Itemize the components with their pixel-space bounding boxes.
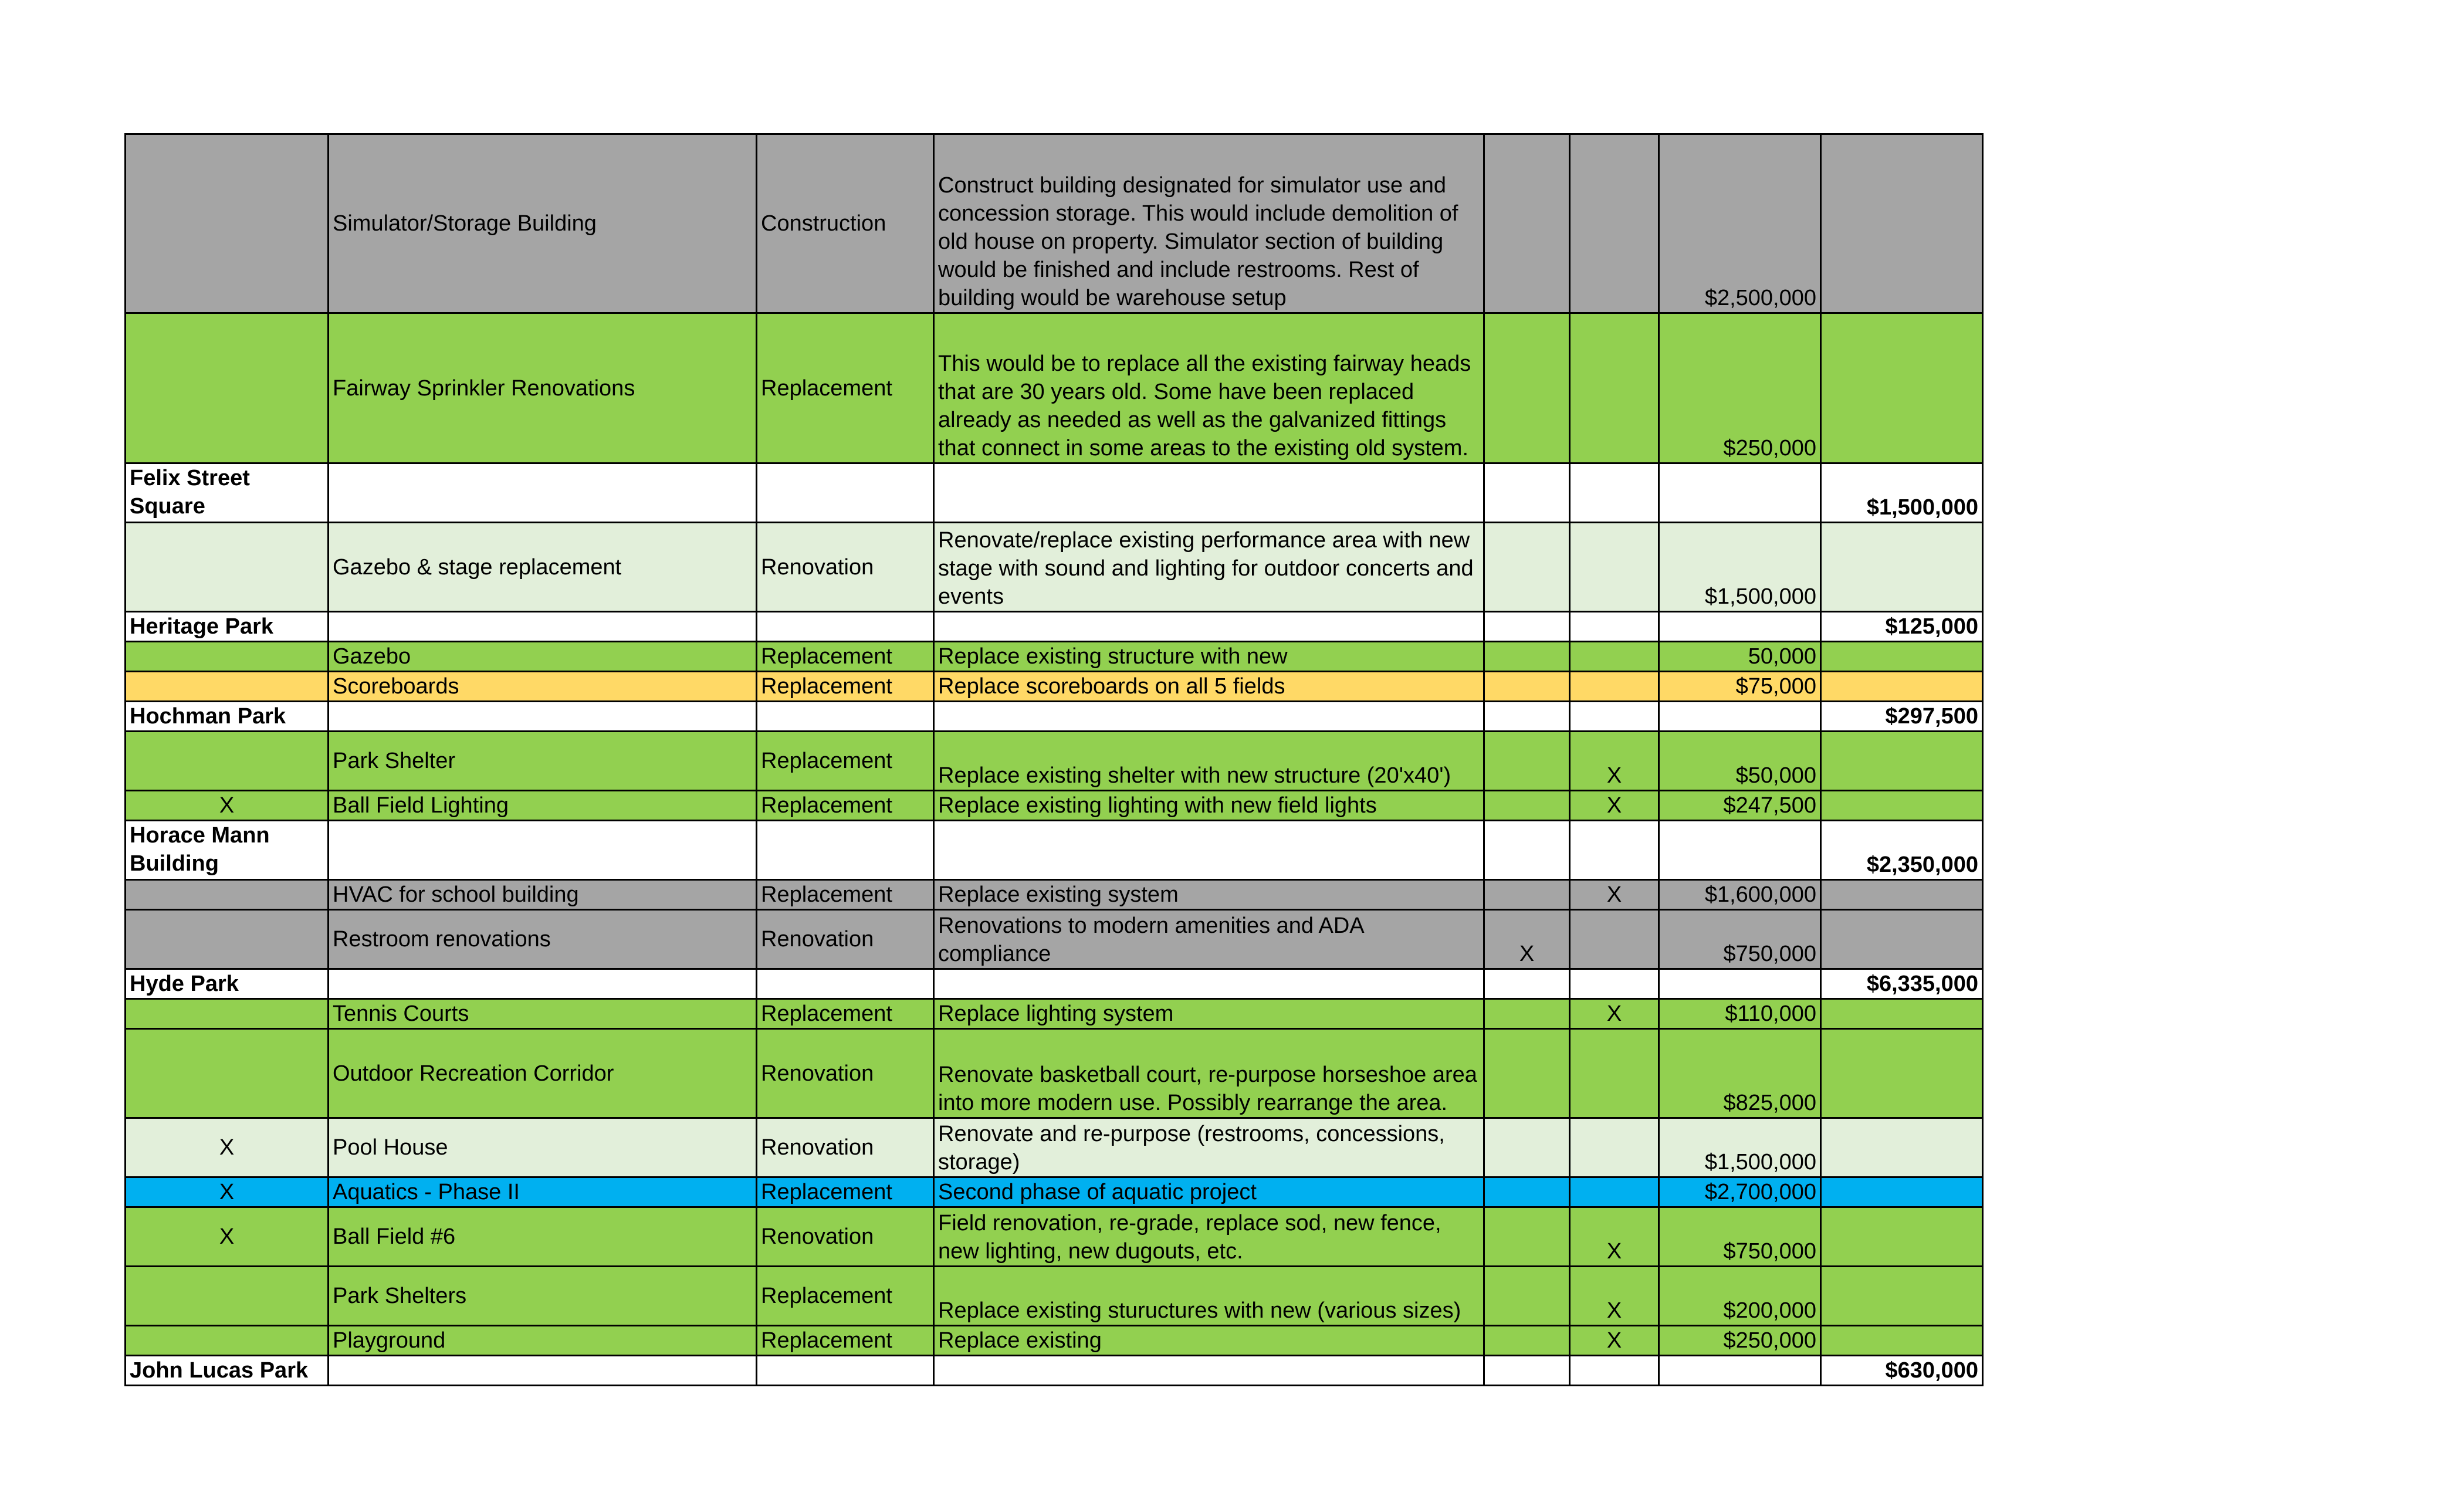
type-cell[interactable] <box>757 1356 934 1386</box>
park-cell[interactable]: X <box>126 1177 329 1207</box>
flag-b-cell[interactable] <box>1570 1356 1659 1386</box>
park-cell[interactable] <box>126 999 329 1029</box>
park-total-cell[interactable]: $297,500 <box>1821 702 1983 732</box>
cost-cell[interactable]: 50,000 <box>1659 642 1821 672</box>
park-cell[interactable]: John Lucas Park <box>126 1356 329 1386</box>
park-cell[interactable] <box>126 1326 329 1356</box>
flag-b-cell[interactable]: X <box>1570 791 1659 821</box>
cost-cell[interactable]: $750,000 <box>1659 1207 1821 1267</box>
table-row <box>126 1118 1983 1177</box>
flag-b-cell[interactable] <box>1570 523 1659 612</box>
park-cell[interactable] <box>126 880 329 910</box>
park-total-cell[interactable]: $1,500,000 <box>1821 463 1983 523</box>
description-cell[interactable] <box>934 612 1484 642</box>
flag-b-cell[interactable]: X <box>1570 880 1659 910</box>
table-row <box>126 1177 1983 1207</box>
table-row <box>126 523 1983 612</box>
description-cell[interactable]: This would be to replace all the existing fairway heads that are 30 years old. Some have been replaced already as needed as well as the galvanized fittings that connect in some areas to the existing old system. <box>934 313 1484 463</box>
cost-cell[interactable]: $1,600,000 <box>1659 880 1821 910</box>
flag-a-cell[interactable] <box>1484 523 1570 612</box>
project-cell[interactable]: Park Shelters <box>329 1267 757 1326</box>
cost-cell[interactable]: $2,700,000 <box>1659 1177 1821 1207</box>
flag-a-cell[interactable] <box>1484 1177 1570 1207</box>
type-cell[interactable] <box>757 969 934 999</box>
flag-a-cell[interactable] <box>1484 732 1570 791</box>
description-cell[interactable]: Replace existing <box>934 1326 1484 1356</box>
flag-a-cell[interactable] <box>1484 642 1570 672</box>
flag-a-cell[interactable] <box>1484 702 1570 732</box>
project-cell[interactable]: Scoreboards <box>329 672 757 702</box>
park-group-row <box>126 821 1983 880</box>
park-cell[interactable]: Felix Street Square <box>126 463 329 523</box>
park-cell[interactable]: Horace Mann Building <box>126 821 329 880</box>
type-cell[interactable] <box>757 463 934 523</box>
park-total-cell[interactable] <box>1821 134 1983 313</box>
type-cell[interactable]: Replacement <box>757 732 934 791</box>
flag-b-cell[interactable] <box>1570 969 1659 999</box>
type-cell[interactable]: Replacement <box>757 791 934 821</box>
project-cell[interactable] <box>329 463 757 523</box>
cost-cell[interactable] <box>1659 702 1821 732</box>
type-cell[interactable]: Replacement <box>757 313 934 463</box>
cost-cell[interactable]: $250,000 <box>1659 313 1821 463</box>
flag-b-cell[interactable] <box>1570 1029 1659 1118</box>
project-cell[interactable] <box>329 821 757 880</box>
description-cell[interactable]: Replace existing lighting with new field lights <box>934 791 1484 821</box>
flag-b-cell[interactable] <box>1570 821 1659 880</box>
project-cell[interactable]: Fairway Sprinkler Renovations <box>329 313 757 463</box>
table-row <box>126 642 1983 672</box>
park-cell[interactable] <box>126 1267 329 1326</box>
park-total-cell[interactable] <box>1821 642 1983 672</box>
flag-a-cell[interactable] <box>1484 672 1570 702</box>
park-group-row <box>126 463 1983 523</box>
park-total-cell[interactable] <box>1821 880 1983 910</box>
flag-b-cell[interactable] <box>1570 1177 1659 1207</box>
park-total-cell[interactable] <box>1821 1029 1983 1118</box>
table-row <box>126 1207 1983 1267</box>
project-cell[interactable]: Pool House <box>329 1118 757 1177</box>
description-cell[interactable] <box>934 1356 1484 1386</box>
flag-a-cell[interactable] <box>1484 999 1570 1029</box>
flag-a-cell[interactable] <box>1484 880 1570 910</box>
description-cell[interactable]: Field renovation, re-grade, replace sod, new fence, new lighting, new dugouts, etc. <box>934 1207 1484 1267</box>
description-cell[interactable] <box>934 463 1484 523</box>
cost-cell[interactable]: $50,000 <box>1659 732 1821 791</box>
type-cell[interactable]: Renovation <box>757 910 934 969</box>
flag-a-cell[interactable] <box>1484 313 1570 463</box>
type-cell[interactable]: Replacement <box>757 642 934 672</box>
park-total-cell[interactable] <box>1821 523 1983 612</box>
project-cell[interactable]: HVAC for school building <box>329 880 757 910</box>
park-cell[interactable]: X <box>126 1207 329 1267</box>
cost-cell[interactable] <box>1659 969 1821 999</box>
project-cell[interactable]: Ball Field Lighting <box>329 791 757 821</box>
description-cell[interactable]: Renovate and re-purpose (restrooms, concessions, storage) <box>934 1118 1484 1177</box>
cost-cell[interactable] <box>1659 612 1821 642</box>
park-group-row <box>126 1356 1983 1386</box>
park-cell[interactable] <box>126 672 329 702</box>
project-cell[interactable]: Outdoor Recreation Corridor <box>329 1029 757 1118</box>
park-total-cell[interactable] <box>1821 910 1983 969</box>
table-body <box>126 134 1983 1386</box>
project-cell[interactable] <box>329 612 757 642</box>
table-row <box>126 910 1983 969</box>
table-row <box>126 672 1983 702</box>
cost-cell[interactable]: $110,000 <box>1659 999 1821 1029</box>
type-cell[interactable]: Replacement <box>757 672 934 702</box>
flag-b-cell[interactable] <box>1570 702 1659 732</box>
table-row <box>126 313 1983 463</box>
park-cell[interactable] <box>126 910 329 969</box>
project-cell[interactable]: Ball Field #6 <box>329 1207 757 1267</box>
cost-cell[interactable] <box>1659 463 1821 523</box>
project-cell[interactable] <box>329 969 757 999</box>
park-cell[interactable]: Heritage Park <box>126 612 329 642</box>
park-group-row <box>126 612 1983 642</box>
flag-b-cell[interactable] <box>1570 612 1659 642</box>
park-total-cell[interactable] <box>1821 313 1983 463</box>
description-cell[interactable]: Second phase of aquatic project <box>934 1177 1484 1207</box>
cost-cell[interactable]: $75,000 <box>1659 672 1821 702</box>
flag-a-cell[interactable] <box>1484 1207 1570 1267</box>
type-cell[interactable]: Renovation <box>757 1118 934 1177</box>
description-cell[interactable]: Replace lighting system <box>934 999 1484 1029</box>
project-cell[interactable]: Gazebo & stage replacement <box>329 523 757 612</box>
park-cell[interactable]: Hochman Park <box>126 702 329 732</box>
table-row <box>126 1326 1983 1356</box>
cost-cell[interactable]: $750,000 <box>1659 910 1821 969</box>
park-total-cell[interactable]: $125,000 <box>1821 612 1983 642</box>
park-total-cell[interactable] <box>1821 1326 1983 1356</box>
table-row <box>126 1029 1983 1118</box>
park-total-cell[interactable] <box>1821 1118 1983 1177</box>
flag-b-cell[interactable]: X <box>1570 999 1659 1029</box>
project-cell[interactable]: Park Shelter <box>329 732 757 791</box>
flag-b-cell[interactable] <box>1570 642 1659 672</box>
flag-b-cell[interactable] <box>1570 463 1659 523</box>
park-cell[interactable] <box>126 523 329 612</box>
park-total-cell[interactable] <box>1821 732 1983 791</box>
cost-cell[interactable]: $825,000 <box>1659 1029 1821 1118</box>
capital-projects-table <box>124 133 1984 1386</box>
flag-a-cell[interactable] <box>1484 1267 1570 1326</box>
flag-b-cell[interactable] <box>1570 672 1659 702</box>
project-cell[interactable]: Aquatics - Phase II <box>329 1177 757 1207</box>
park-total-cell[interactable]: $630,000 <box>1821 1356 1983 1386</box>
description-cell[interactable] <box>934 821 1484 880</box>
cost-cell[interactable]: $1,500,000 <box>1659 523 1821 612</box>
flag-b-cell[interactable] <box>1570 134 1659 313</box>
park-cell[interactable]: X <box>126 791 329 821</box>
park-total-cell[interactable]: $2,350,000 <box>1821 821 1983 880</box>
type-cell[interactable] <box>757 612 934 642</box>
park-cell[interactable]: X <box>126 1118 329 1177</box>
flag-a-cell[interactable] <box>1484 134 1570 313</box>
table-row <box>126 134 1983 313</box>
project-cell[interactable]: Restroom renovations <box>329 910 757 969</box>
description-cell[interactable]: Renovate basketball court, re-purpose horseshoe area into more modern use. Possibly rearrange the area. <box>934 1029 1484 1118</box>
park-cell[interactable] <box>126 642 329 672</box>
table-row <box>126 880 1983 910</box>
flag-a-cell[interactable] <box>1484 1326 1570 1356</box>
flag-a-cell[interactable] <box>1484 1029 1570 1118</box>
type-cell[interactable]: Renovation <box>757 523 934 612</box>
park-cell[interactable] <box>126 732 329 791</box>
flag-b-cell[interactable] <box>1570 910 1659 969</box>
project-cell[interactable]: Playground <box>329 1326 757 1356</box>
flag-b-cell[interactable]: X <box>1570 732 1659 791</box>
park-group-row <box>126 969 1983 999</box>
flag-a-cell[interactable] <box>1484 969 1570 999</box>
type-cell[interactable]: Replacement <box>757 1177 934 1207</box>
flag-b-cell[interactable] <box>1570 1118 1659 1177</box>
type-cell[interactable]: Replacement <box>757 1267 934 1326</box>
description-cell[interactable]: Replace scoreboards on all 5 fields <box>934 672 1484 702</box>
type-cell[interactable]: Replacement <box>757 999 934 1029</box>
type-cell[interactable]: Renovation <box>757 1029 934 1118</box>
cost-cell[interactable] <box>1659 1356 1821 1386</box>
flag-a-cell[interactable] <box>1484 1356 1570 1386</box>
park-total-cell[interactable] <box>1821 1207 1983 1267</box>
description-cell[interactable]: Replace existing shelter with new structure (20'x40') <box>934 732 1484 791</box>
description-cell[interactable]: Replace existing structure with new <box>934 642 1484 672</box>
description-cell[interactable]: Replace existing system <box>934 880 1484 910</box>
table-row <box>126 1267 1983 1326</box>
flag-b-cell[interactable]: X <box>1570 1207 1659 1267</box>
flag-b-cell[interactable] <box>1570 313 1659 463</box>
project-cell[interactable] <box>329 702 757 732</box>
flag-b-cell[interactable]: X <box>1570 1326 1659 1356</box>
description-cell[interactable] <box>934 702 1484 732</box>
park-group-row <box>126 702 1983 732</box>
description-cell[interactable]: Construct building designated for simulator use and concession storage. This would include demolition of old house on property. Simulator section of building would be finished and include restrooms. Rest of building would be warehouse setup <box>934 134 1484 313</box>
type-cell[interactable] <box>757 702 934 732</box>
description-cell[interactable] <box>934 969 1484 999</box>
park-total-cell[interactable] <box>1821 999 1983 1029</box>
flag-a-cell[interactable]: X <box>1484 910 1570 969</box>
type-cell[interactable]: Replacement <box>757 1326 934 1356</box>
park-total-cell[interactable] <box>1821 1177 1983 1207</box>
cost-cell[interactable]: $2,500,000 <box>1659 134 1821 313</box>
project-cell[interactable] <box>329 1356 757 1386</box>
flag-a-cell[interactable] <box>1484 821 1570 880</box>
park-cell[interactable] <box>126 134 329 313</box>
project-cell[interactable]: Simulator/Storage Building <box>329 134 757 313</box>
description-cell[interactable]: Renovations to modern amenities and ADA compliance <box>934 910 1484 969</box>
park-total-cell[interactable] <box>1821 672 1983 702</box>
type-cell[interactable]: Construction <box>757 134 934 313</box>
flag-a-cell[interactable] <box>1484 791 1570 821</box>
park-cell[interactable]: Hyde Park <box>126 969 329 999</box>
park-cell[interactable] <box>126 313 329 463</box>
flag-a-cell[interactable] <box>1484 1118 1570 1177</box>
type-cell[interactable] <box>757 821 934 880</box>
flag-b-cell[interactable]: X <box>1570 1267 1659 1326</box>
table-row <box>126 732 1983 791</box>
cost-cell[interactable]: $250,000 <box>1659 1326 1821 1356</box>
table-row <box>126 791 1983 821</box>
cost-cell[interactable]: $1,500,000 <box>1659 1118 1821 1177</box>
flag-a-cell[interactable] <box>1484 463 1570 523</box>
cost-cell[interactable] <box>1659 821 1821 880</box>
type-cell[interactable]: Replacement <box>757 880 934 910</box>
type-cell[interactable]: Renovation <box>757 1207 934 1267</box>
project-cell[interactable]: Gazebo <box>329 642 757 672</box>
flag-a-cell[interactable] <box>1484 612 1570 642</box>
cost-cell[interactable]: $200,000 <box>1659 1267 1821 1326</box>
park-cell[interactable] <box>126 1029 329 1118</box>
table-row <box>126 999 1983 1029</box>
park-total-cell[interactable] <box>1821 791 1983 821</box>
cost-cell[interactable]: $247,500 <box>1659 791 1821 821</box>
description-cell[interactable]: Renovate/replace existing performance area with new stage with sound and lighting for outdoor concerts and events <box>934 523 1484 612</box>
project-cell[interactable]: Tennis Courts <box>329 999 757 1029</box>
park-total-cell[interactable]: $6,335,000 <box>1821 969 1983 999</box>
description-cell[interactable]: Replace existing stuructures with new (various sizes) <box>934 1267 1484 1326</box>
park-total-cell[interactable] <box>1821 1267 1983 1326</box>
